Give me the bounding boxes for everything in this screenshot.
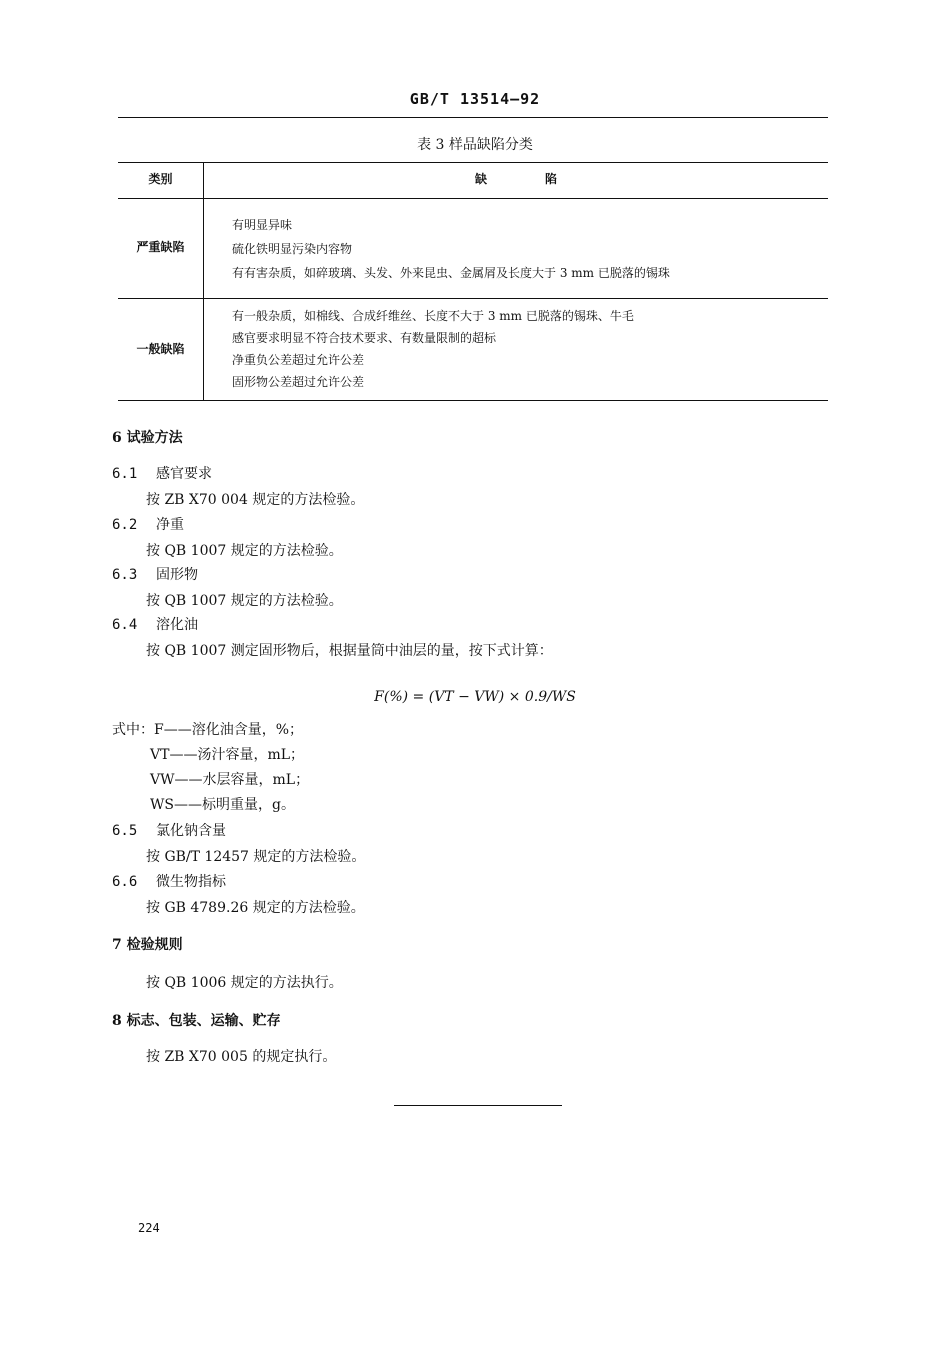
table-caption: 表 3 样品缺陷分类 [417,137,533,153]
subsection-text: 按 ZB X70 004 规定的方法检验。 [146,492,365,508]
table-bottom-rule [118,400,828,401]
table-row-rule [118,298,828,299]
table-row-item: 感官要求明显不符合技术要求、有数量限制的超标 [232,331,497,345]
subsection-number: 6.1 [112,466,138,482]
table-row-category: 严重缺陷 [136,240,185,254]
table-column-divider [203,162,204,400]
section-7-title: 7 检验规则 [112,937,183,953]
table-header-category: 类别 [148,172,173,186]
section-6-title: 6 试验方法 [112,430,183,446]
table-row-item: 固形物公差超过允许公差 [232,375,365,389]
subsection-6-2 [112,514,184,534]
table-row-category: 一般缺陷 [136,342,185,356]
subsection-number: 6.2 [112,517,138,533]
subsection-number: 6.4 [112,617,138,633]
subsection-text: 按 GB 4789.26 规定的方法检验。 [146,900,365,916]
subsection-title: 溶化油 [156,617,198,633]
subsection-6-1 [112,463,212,483]
table-row-item: 硫化铁明显污染内容物 [232,242,353,256]
section-7-text: 按 QB 1006 规定的方法执行。 [146,975,343,991]
subsection-title: 微生物指标 [156,874,226,890]
subsection-6-3 [112,564,198,584]
end-rule [394,1105,562,1106]
table-row-item: 有有害杂质，如碎玻璃、头发、外来昆虫、金属屑及长度大于 3 mm 已脱落的锡珠 [232,266,670,280]
subsection-title: 氯化钠含量 [156,823,226,839]
page-number: 224 [138,1221,160,1235]
table-row-item: 净重负公差超过允许公差 [232,353,365,367]
formula-legend-line: VT——汤汁容量，mL； [150,747,305,763]
header-rule [118,117,828,118]
document-code: GB/T 13514—92 [409,90,541,108]
subsection-number: 6.3 [112,567,138,583]
formula: F(%) = (VT − VW) × 0.9/WS [374,689,576,705]
subsection-text: 按 QB 1007 规定的方法检验。 [146,593,343,609]
section-8-title: 8 标志、包装、运输、贮存 [112,1013,281,1029]
subsection-title: 固形物 [156,567,198,583]
table-row-item: 有一般杂质，如棉线、合成纤维丝、长度不大于 3 mm 已脱落的锡珠、牛毛 [232,309,634,323]
formula-legend-line: VW——水层容量，mL； [150,772,310,788]
subsection-text: 按 QB 1007 规定的方法检验。 [146,543,343,559]
table-header-rule [118,198,828,199]
subsection-6-6 [112,871,226,891]
formula-legend-line: WS——标明重量，g。 [150,797,295,813]
subsection-number: 6.6 [112,874,138,890]
subsection-text: 按 QB 1007 测定固形物后，根据量筒中油层的量，按下式计算： [146,643,553,659]
subsection-title: 净重 [156,517,184,533]
subsection-6-5 [112,820,226,840]
table-top-rule [118,162,828,163]
formula-legend-line: 式中：F——溶化油含量，%； [112,722,304,738]
subsection-6-4 [112,614,198,634]
subsection-text: 按 GB/T 12457 规定的方法检验。 [146,849,366,865]
subsection-number: 6.5 [112,823,138,839]
table-header-defect: 缺陷 [474,172,615,186]
table-row-item: 有明显异味 [232,218,293,232]
subsection-title: 感官要求 [156,466,212,482]
section-8-text: 按 ZB X70 005 的规定执行。 [146,1049,337,1065]
